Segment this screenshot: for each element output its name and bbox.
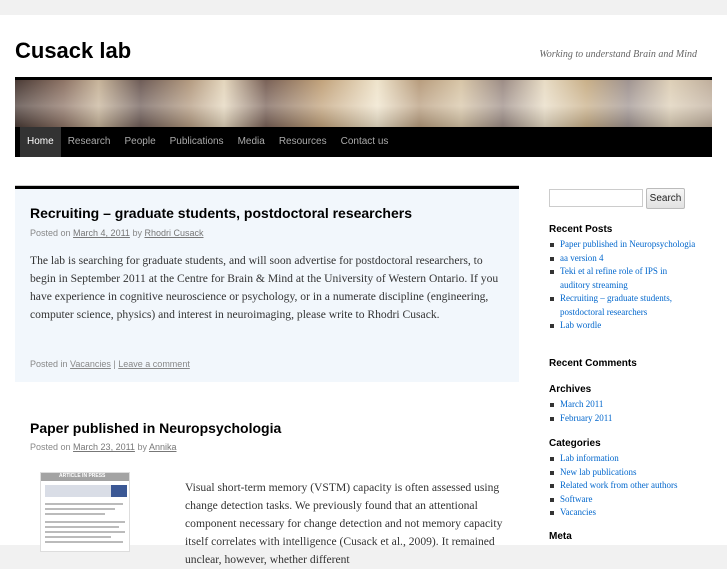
thumb-header-text: ARTICLE IN PRESS <box>59 473 106 479</box>
article-thumbnail-image[interactable] <box>40 472 130 552</box>
list-item <box>549 412 699 426</box>
list-item <box>549 265 699 292</box>
search-input[interactable] <box>549 189 643 207</box>
meta-by: by <box>137 442 147 452</box>
site-description: Working to understand Brain and Mind <box>539 49 697 60</box>
list-item <box>549 506 719 520</box>
recent-post-link[interactable]: Lab wordle <box>560 320 602 330</box>
post-recruiting <box>15 186 519 382</box>
thumb-text-line <box>45 508 115 510</box>
post-author-link[interactable]: Annika <box>148 442 177 452</box>
category-link[interactable]: New lab publications <box>560 466 637 477</box>
util-separator: | <box>113 359 116 369</box>
archive-link[interactable]: February 2011 <box>560 412 613 423</box>
main-navigation <box>15 127 712 157</box>
category-link[interactable]: Vacancies <box>560 507 596 517</box>
nav-item-home[interactable]: Home <box>20 127 61 157</box>
meta-prefix: Posted on <box>30 228 71 238</box>
post-meta <box>30 228 204 238</box>
category-link[interactable]: Vacancies <box>70 359 111 369</box>
archives-title: Archives <box>549 384 592 395</box>
post-title[interactable]: Paper published in Neuropsychologia <box>30 420 282 436</box>
nav-item-people[interactable]: People <box>124 136 156 147</box>
list-item <box>549 292 699 319</box>
post-date-link[interactable]: March 4, 2011 <box>73 228 130 238</box>
archives-list <box>549 398 699 425</box>
site-title[interactable]: Cusack lab <box>15 38 132 63</box>
nav-item-resources[interactable]: Resources <box>278 136 327 147</box>
post-date-link[interactable]: March 23, 2011 <box>73 442 135 452</box>
post-content: The lab is searching for graduate students, and will soon advertise for postdoctoral researchers, to begin in September 2011 at the Centre for Brain & Mind at the University of Western Ontario. If you have experience in cognitive neuroscience or psychology, or in a numerate discipline (engineering, computer science, physics) and interest in neuroimaging, please write to Rhodri Cusack. <box>30 254 499 321</box>
list-item <box>549 238 699 252</box>
thumb-text-line <box>45 541 123 543</box>
leave-comment-link[interactable]: Leave a comment <box>118 359 190 369</box>
post-title[interactable]: Recruiting – graduate students, postdoctoral researchers <box>30 205 412 221</box>
list-item <box>549 479 719 493</box>
nav-item-research[interactable]: Research <box>67 136 111 147</box>
archive-link[interactable]: March 2011 <box>560 399 604 409</box>
list-item <box>549 319 699 333</box>
list-item <box>549 493 719 507</box>
nav-item-contact-us[interactable]: Contact us <box>340 136 389 147</box>
post-neuropsychologia <box>15 415 519 566</box>
recent-post-link[interactable]: Paper published in Neuropsychologia <box>560 239 696 249</box>
recent-post-link[interactable]: Recruiting – graduate students, postdoctoral researchers <box>560 293 672 317</box>
post-meta <box>30 442 177 452</box>
meta-by: by <box>132 228 142 238</box>
thumb-text-line <box>45 526 119 528</box>
meta-prefix: Posted on <box>30 442 71 452</box>
list-item <box>549 398 699 412</box>
recent-post-link[interactable]: Teki et al refine role of IPS in auditory streaming <box>560 266 668 290</box>
recent-posts-list <box>549 238 699 333</box>
nav-item-media[interactable]: Media <box>237 136 265 147</box>
page-wrapper <box>0 15 727 566</box>
categories-list <box>549 452 719 520</box>
category-link[interactable]: Related work from other authors <box>560 480 678 490</box>
thumb-text-line <box>45 521 125 523</box>
util-prefix: Posted in <box>30 359 68 369</box>
thumb-journal-cover <box>111 485 127 497</box>
nav-item-publications[interactable]: Publications <box>169 136 224 147</box>
post-author-link[interactable]: Rhodri Cusack <box>144 228 204 238</box>
categories-title: Categories <box>549 438 601 449</box>
meta-title: Meta <box>549 531 572 542</box>
recent-posts-title: Recent Posts <box>549 224 613 235</box>
post-utility <box>30 359 190 369</box>
category-link[interactable]: Lab information <box>560 453 619 463</box>
recent-post-link[interactable]: aa version 4 <box>560 252 604 263</box>
recent-comments-title: Recent Comments <box>549 358 637 369</box>
list-item <box>549 252 699 266</box>
list-item <box>549 466 719 480</box>
thumb-text-line <box>45 536 111 538</box>
list-item <box>549 452 719 466</box>
thumb-text-line <box>45 531 125 533</box>
header-banner-image <box>15 80 712 127</box>
search-button[interactable]: Search <box>646 188 685 209</box>
thumb-text-line <box>45 513 105 515</box>
thumb-text-line <box>45 503 123 505</box>
category-link[interactable]: Software <box>560 493 593 504</box>
post-content: Visual short-term memory (VSTM) capacity is often assessed using change detection tasks. We previously found that an attentional component necessary for change detection and not memory capacity itself correlates with intelligence (Cusack et al., 2009). It remained unclear, however, whether different <box>185 481 503 566</box>
